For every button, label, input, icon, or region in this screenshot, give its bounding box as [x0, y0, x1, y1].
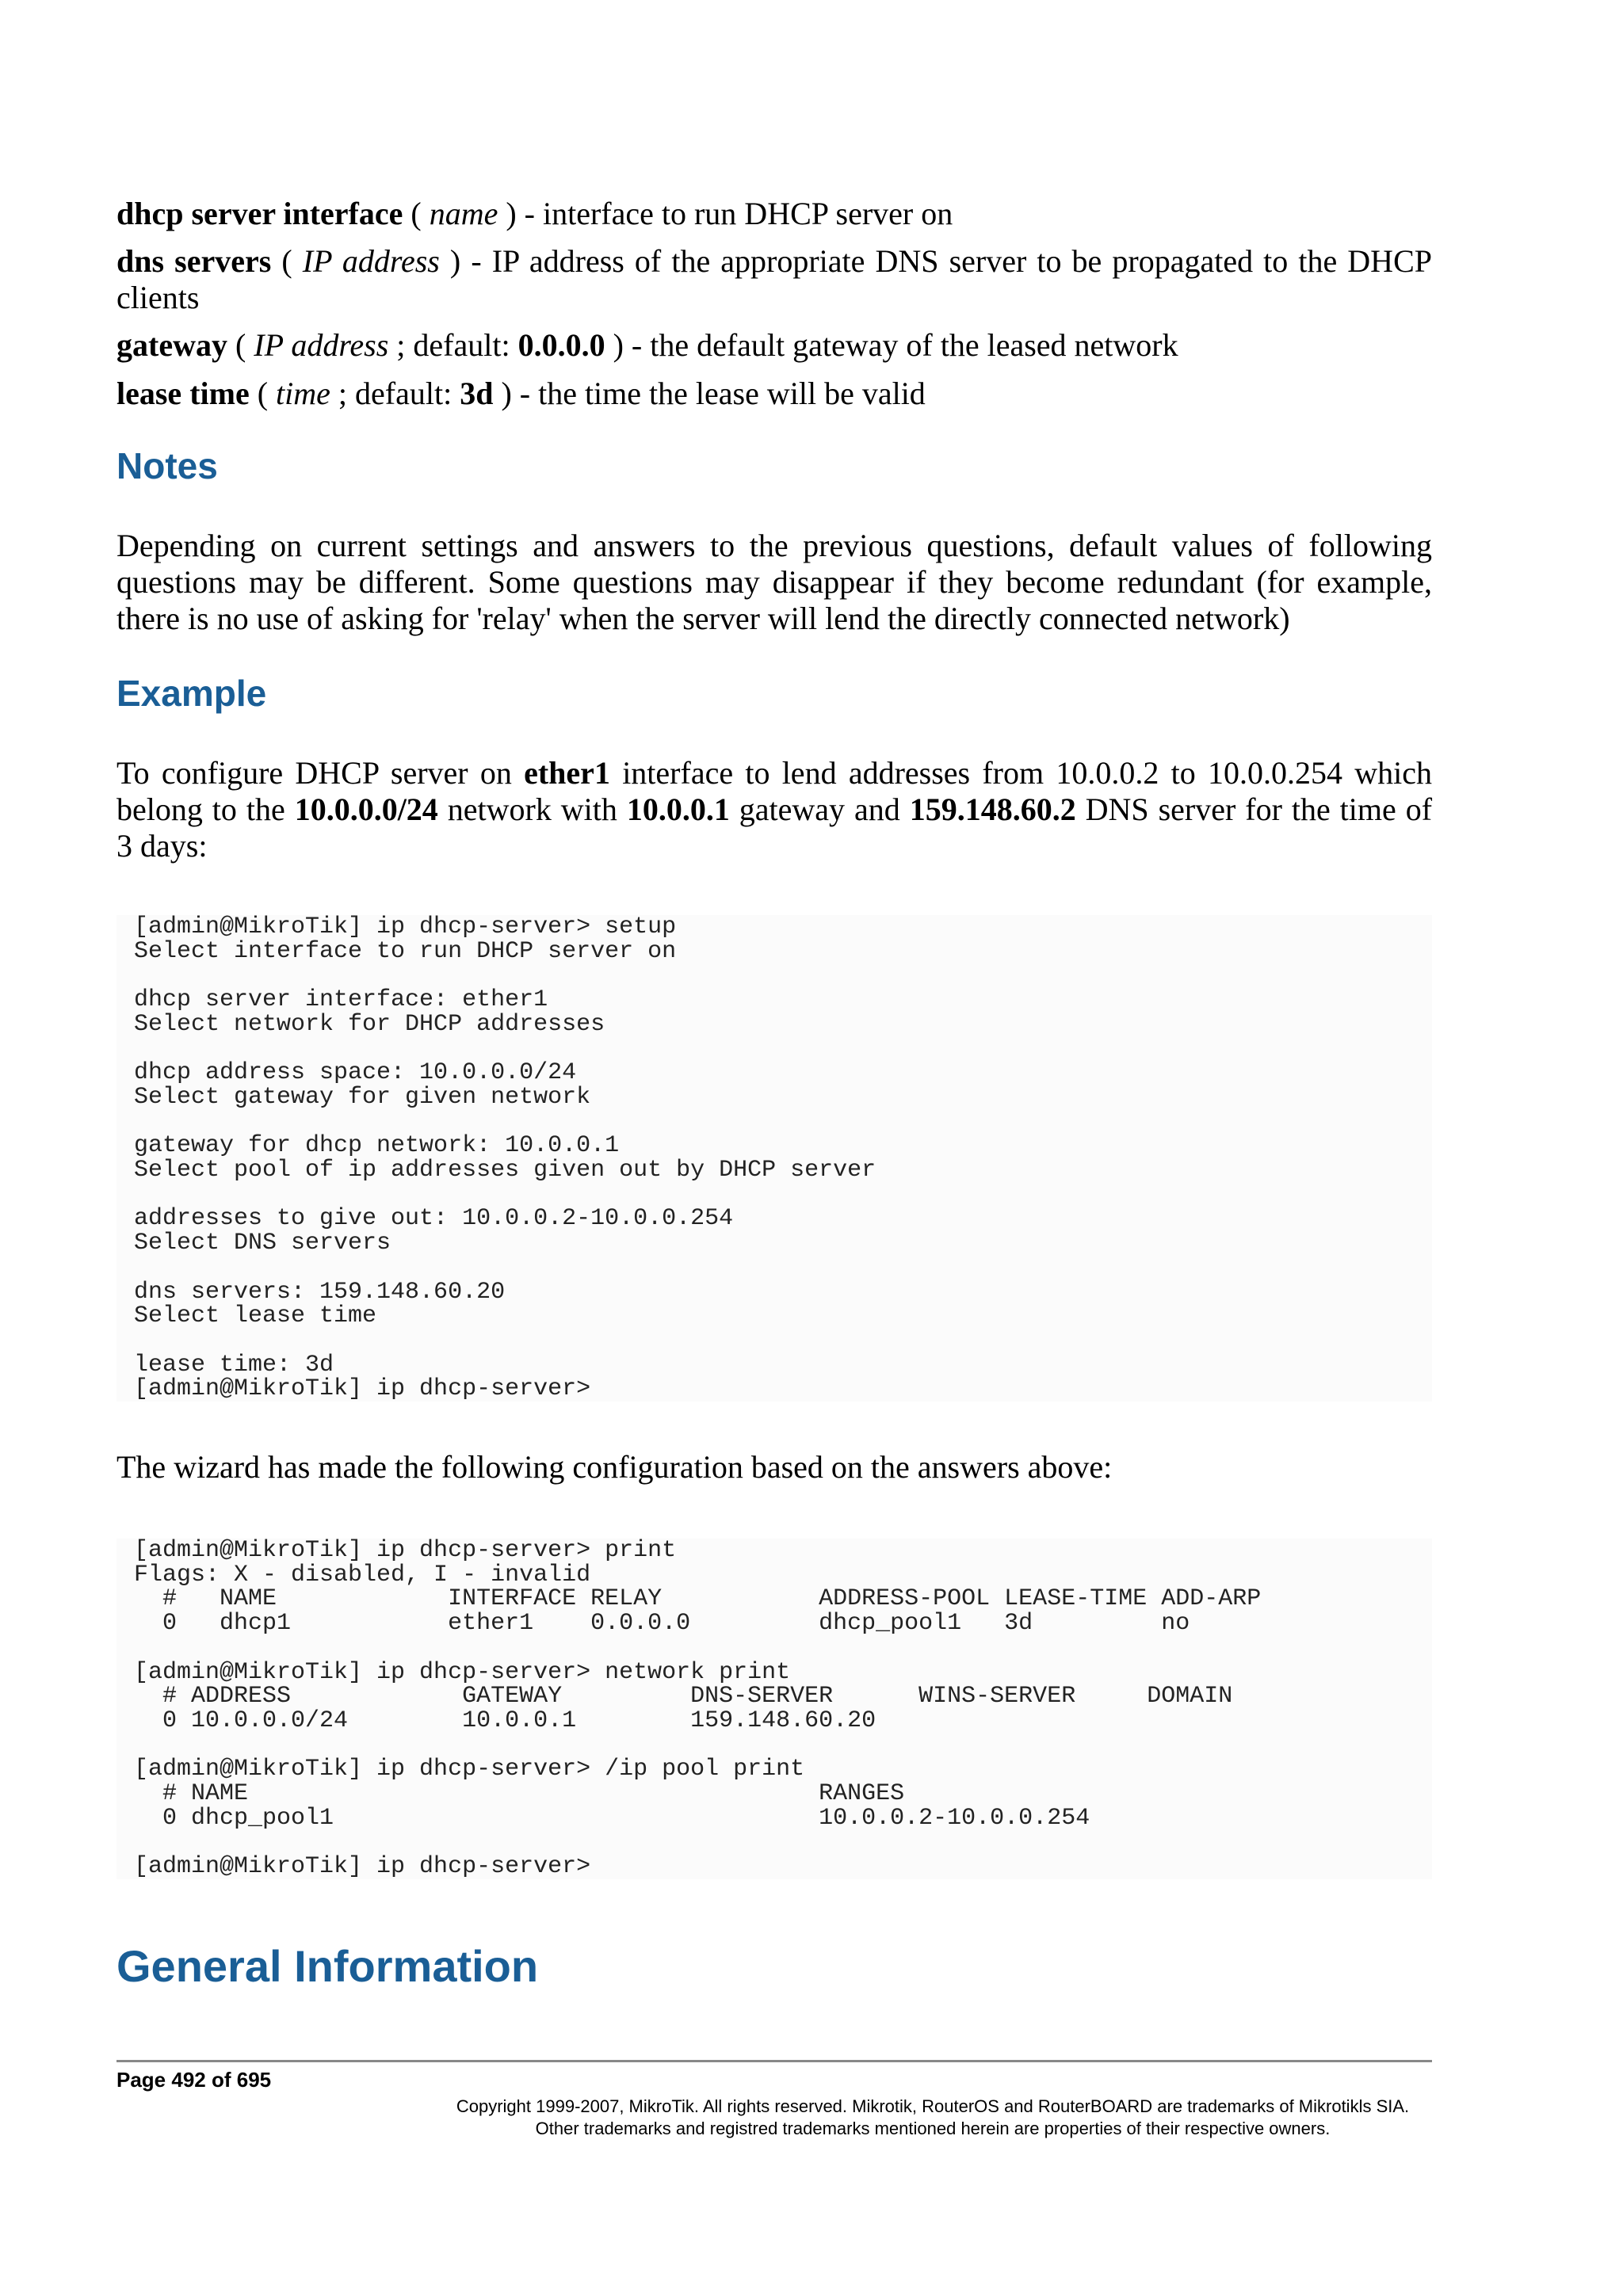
footer-divider — [116, 2060, 1432, 2062]
page-number: Page 492 of 695 — [116, 2068, 272, 2092]
definition-term: lease time — [116, 376, 250, 411]
definition-dns-servers: dns servers ( IP address ) - IP address of the appropriate DNS server to be propagated to the DHCP clients — [116, 243, 1432, 315]
definition-desc: ) - the time the lease will be valid — [493, 376, 926, 411]
definition-desc: ) - interface to run DHCP server on — [498, 196, 953, 231]
definition-type: IP address — [302, 243, 440, 279]
definition-type: IP address — [254, 327, 389, 363]
definition-dhcp-server-interface: dhcp server interface ( name ) - interface to run DHCP server on — [116, 196, 953, 231]
example-heading: Example — [116, 673, 267, 714]
definition-desc: ) - the default gateway of the leased network — [605, 327, 1178, 363]
definition-lease-time: lease time ( time ; default: 3d ) - the time the lease will be valid — [116, 376, 926, 411]
wizard-paragraph: The wizard has made the following configuration based on the answers above: — [116, 1449, 1113, 1485]
definition-default-value: 0.0.0.0 — [517, 327, 605, 363]
definition-default-label: ; default: — [330, 376, 460, 411]
definition-term: dns servers — [116, 243, 272, 279]
definition-default-label: ; default: — [388, 327, 518, 363]
notes-paragraph: Depending on current settings and answers to the previous questions, default values of following questions may be different. Some questions may disappear if they become redundant (for example, there is no use of asking for 'relay' when the server will lend the directly connected network) — [116, 528, 1432, 636]
definition-type: name — [429, 196, 498, 231]
notes-heading: Notes — [116, 445, 218, 486]
example-intro-paragraph: To configure DHCP server on ether1 interface to lend addresses from 10.0.0.2 to 10.0.0.254 which belong to the 10.0.0.0/24 network with 10.0.0.1 gateway and 159.148.60.2 DNS server for the time of 3 days: — [116, 755, 1433, 864]
definition-desc: ) - IP address of the appropriate DNS server to be propagated to the DHCP clients — [116, 243, 1432, 315]
definition-type: time — [276, 376, 330, 411]
definition-term: gateway — [116, 327, 227, 363]
copyright-line-1: Copyright 1999-2007, MikroTik. All rights reserved. Mikrotik, RouterOS and RouterBOARD are trademarks of Mikrotikls SIA. — [456, 2096, 1410, 2116]
copyright-line-2: Other trademarks and registred trademarks mentioned herein are properties of their respective owners. — [535, 2119, 1331, 2138]
definition-default-value: 3d — [460, 376, 494, 411]
setup-code-block: [admin@MikroTik] ip dhcp-server> setup Select interface to run DHCP server on dhcp server interface: ether1 Select network for DHCP addresses dhcp address space: 10.0.0.0/24 Select gateway for given network gateway for dhcp network: 10.0.0.1 Select pool of ip addresses given out by DHCP server addresses to give out: 10.0.0.2-10.0.0.254 Select DNS servers dns servers: 159.148.60.20 Select lease time lease time: 3d [admin@MikroTik] ip dhcp-server> — [116, 915, 1432, 1402]
definition-term: dhcp server interface — [116, 196, 403, 231]
general-information-heading: General Information — [116, 1941, 539, 1991]
config-code-block: [admin@MikroTik] ip dhcp-server> print Flags: X - disabled, I - invalid # NAME INTERFACE RELAY ADDRESS-POOL LEASE-TIME ADD-ARP 0 dhcp1 ether1 0.0.0.0 dhcp_pool1 3d no [admin@MikroTik] ip dhcp-server> network print # ADDRESS GATEWAY DNS-SERVER WINS-SERVER DOMAIN 0 10.0.0.0/24 10.0.0.1 159.148.60.20 [admin@MikroTik] ip dhcp-server> /ip pool print # NAME RANGES 0 dhcp_pool1 10.0.0.2-10.0.0.254 [admin@MikroTik] ip dhcp-server> — [116, 1539, 1432, 1879]
copyright-notice — [116, 2096, 1432, 2140]
definition-gateway: gateway ( IP address ; default: 0.0.0.0 ) - the default gateway of the leased network — [116, 327, 1178, 363]
